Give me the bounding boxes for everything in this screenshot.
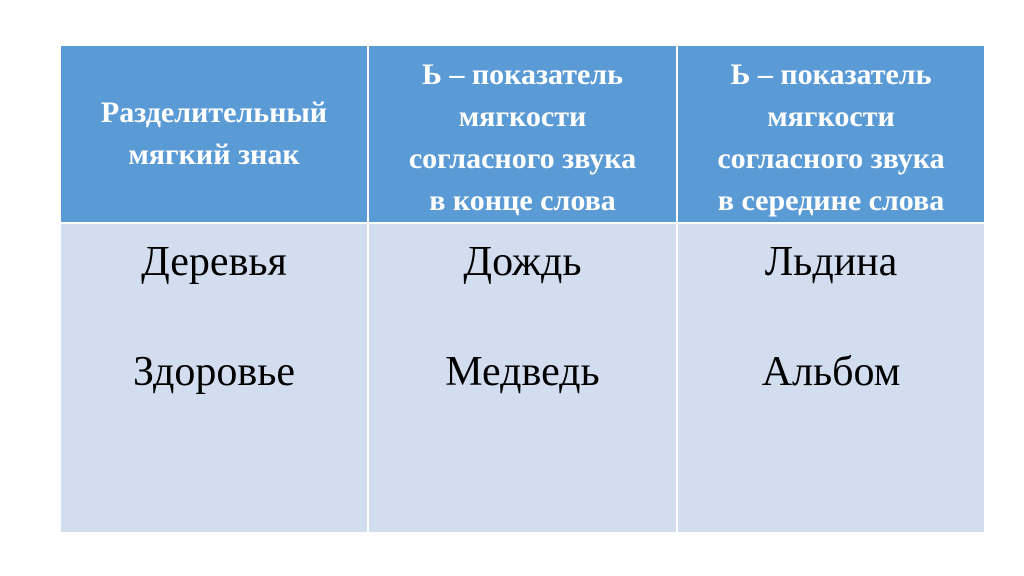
table-row [60,223,985,533]
example-word: Льдина [764,239,898,285]
header-softness-end-of-word [368,45,677,223]
header-separating-soft-sign [60,45,368,223]
header-line: Ь – показатель [730,58,932,91]
examples-cell-end-of-word [368,223,677,533]
header-line: согласного звука [717,142,945,175]
example-word: Медведь [445,349,600,395]
header-softness-middle-of-word [677,45,985,223]
examples-cell-middle-of-word [677,223,985,533]
example-word: Альбом [761,349,901,395]
header-line: Разделительный [100,96,328,129]
header-line: мягкости [767,100,895,133]
example-word: Здоровье [133,349,295,395]
header-row [60,45,985,223]
header-line: согласного звука [408,142,637,175]
header-line: мягкости [458,100,587,133]
soft-sign-table [59,44,986,534]
examples-cell-separating [60,223,368,533]
header-line: мягкий знак [128,138,300,171]
header-line: Ь – показатель [422,58,623,91]
header-line: в конце слова [429,184,616,217]
example-word: Деревья [141,239,287,285]
header-line: в середине слова [717,184,945,217]
example-word: Дождь [463,239,582,285]
